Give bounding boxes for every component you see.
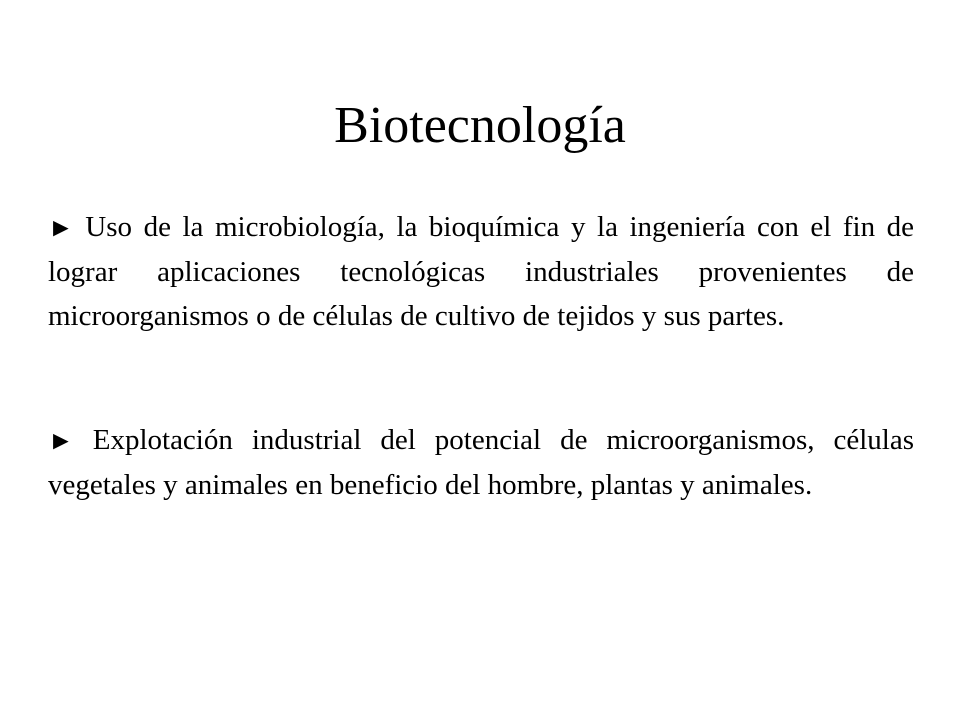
slide-body — [48, 205, 914, 507]
paragraph-1-text: Uso de la microbiología, la bioquímica y la ingeniería con el fin de lograr aplicaciones tecnológicas industriales provenientes de microorganismos o de células de cultivo de tejidos y sus partes. — [48, 211, 915, 332]
slide-title: Biotecnología — [334, 97, 626, 154]
paragraph-2-text: Explotación industrial del potencial de microorganismos, células vegetales y animales en beneficio del hombre, plantas y animales. — [48, 424, 915, 501]
triangle-bullet-icon: ► — [48, 213, 74, 242]
paragraph-1 — [48, 205, 914, 338]
triangle-bullet-icon: ► — [48, 426, 74, 455]
paragraph-2 — [48, 418, 914, 507]
